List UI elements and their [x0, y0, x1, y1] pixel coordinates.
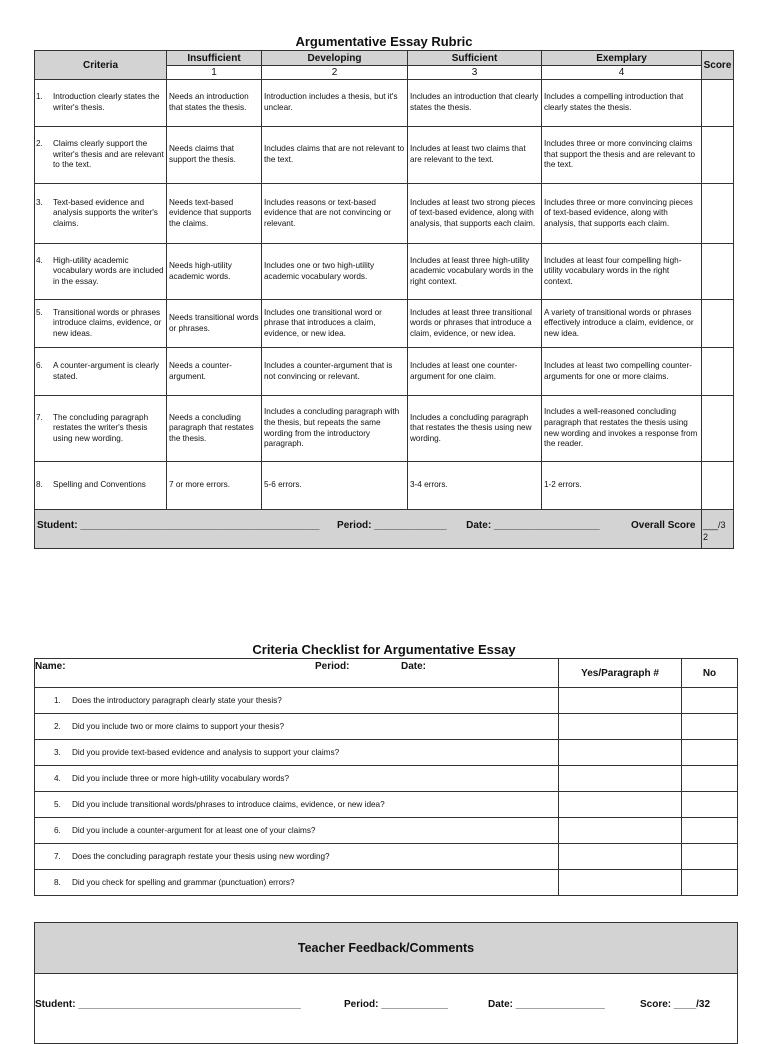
criterion-cell [35, 348, 167, 396]
question-number: 1. [54, 696, 61, 705]
yes-paragraph-cell[interactable] [559, 688, 682, 714]
no-cell[interactable] [682, 766, 738, 792]
checklist-title: Criteria Checklist for Argumentative Essay [252, 642, 516, 657]
question-cell [35, 844, 559, 870]
no-cell[interactable] [682, 844, 738, 870]
score-cell[interactable] [702, 462, 734, 510]
level-1-cell: Needs high-utility academic words. [167, 244, 262, 300]
checklist-row [35, 714, 738, 740]
question-number: 2. [54, 722, 61, 731]
level-number-4: 4 [542, 66, 702, 80]
no-cell[interactable] [682, 818, 738, 844]
level-2-cell: Includes one transitional word or phrase that introduces a claim, evidence, or new idea. [262, 300, 408, 348]
criteria-header: Criteria [35, 51, 167, 80]
rubric-row [35, 300, 734, 348]
question-cell [35, 818, 559, 844]
rubric-footer-fields [35, 510, 702, 549]
level-2-cell: 5-6 errors. [262, 462, 408, 510]
question-text: Did you check for spelling and grammar (punctuation) errors? [72, 878, 295, 887]
no-cell[interactable] [682, 870, 738, 896]
level-4-cell: Includes a compelling introduction that clearly states the thesis. [542, 80, 702, 127]
yes-paragraph-cell[interactable] [559, 714, 682, 740]
question-number: 8. [54, 878, 61, 887]
criterion-cell [35, 184, 167, 244]
criterion-text: A counter-argument is clearly stated. [53, 360, 160, 381]
level-1-cell: Needs text-based evidence that supports the claims. [167, 184, 262, 244]
criterion-cell [35, 300, 167, 348]
no-cell[interactable] [682, 714, 738, 740]
criterion-text: Text-based evidence and analysis supports the writer's claims. [53, 197, 158, 228]
level-1-cell: 7 or more errors. [167, 462, 262, 510]
level-1-cell: Needs an introduction that states the thesis. [167, 80, 262, 127]
score-cell[interactable] [702, 396, 734, 462]
level-number-2: 2 [262, 66, 408, 80]
level-3-cell: Includes a concluding paragraph that restates the thesis using new wording. [408, 396, 542, 462]
question-cell [35, 766, 559, 792]
criterion-cell [35, 80, 167, 127]
date-label[interactable]: Date: [401, 661, 427, 672]
name-label[interactable]: Name: [35, 661, 66, 672]
criterion-cell [35, 244, 167, 300]
level-3-cell: Includes at least two strong pieces of text-based evidence, along with analysis, that supports each claim. [408, 184, 542, 244]
level-3-cell: Includes at least three high-utility academic vocabulary words in the right context. [408, 244, 542, 300]
level-4-cell: Includes at least two compelling counter-arguments for one or more claims. [542, 348, 702, 396]
criterion-cell [35, 462, 167, 510]
no-cell[interactable] [682, 688, 738, 714]
yes-paragraph-cell[interactable] [559, 740, 682, 766]
criterion-number: 4. [36, 255, 43, 265]
question-cell [35, 792, 559, 818]
feedback-score-field[interactable]: Score: ____/32 [640, 999, 711, 1010]
score-header: Score [702, 51, 734, 80]
rubric-row [35, 244, 734, 300]
period-label[interactable]: Period: [315, 661, 350, 672]
feedback-period-field[interactable]: Period: ____________ [344, 999, 448, 1010]
question-text: Did you include a counter-argument for at least one of your claims? [72, 826, 316, 835]
yes-paragraph-cell[interactable] [559, 766, 682, 792]
yes-paragraph-cell[interactable] [559, 870, 682, 896]
yes-paragraph-cell[interactable] [559, 844, 682, 870]
criterion-text: Spelling and Conventions [53, 480, 146, 490]
criterion-cell [35, 396, 167, 462]
checklist-row [35, 740, 738, 766]
level-3-cell: 3-4 errors. [408, 462, 542, 510]
score-cell[interactable] [702, 80, 734, 127]
score-cell[interactable] [702, 127, 734, 184]
level-name-developing: Developing [262, 51, 408, 66]
checklist-row [35, 844, 738, 870]
checklist-table [34, 658, 738, 896]
level-3-cell: Includes at least two claims that are relevant to the text. [408, 127, 542, 184]
level-number-3: 3 [408, 66, 542, 80]
level-number-1: 1 [167, 66, 262, 80]
question-text: Did you include two or more claims to support your thesis? [72, 722, 285, 731]
criterion-number: 1. [36, 92, 43, 102]
student-field[interactable]: Student: ___________________________________________ [37, 520, 320, 531]
score-cell[interactable] [702, 300, 734, 348]
rubric-table [34, 50, 734, 549]
question-text: Does the introductory paragraph clearly state your thesis? [72, 696, 282, 705]
no-cell[interactable] [682, 740, 738, 766]
yes-paragraph-cell[interactable] [559, 818, 682, 844]
rubric-row [35, 396, 734, 462]
rubric-row [35, 127, 734, 184]
question-number: 5. [54, 800, 61, 809]
yes-paragraph-cell[interactable] [559, 792, 682, 818]
question-text: Does the concluding paragraph restate your thesis using new wording? [72, 852, 330, 861]
question-cell [35, 688, 559, 714]
feedback-title: Teacher Feedback/Comments [35, 923, 737, 974]
level-2-cell: Includes reasons or text-based evidence that are not convincing or relevant. [262, 184, 408, 244]
score-cell[interactable] [702, 348, 734, 396]
level-4-cell: 1-2 errors. [542, 462, 702, 510]
criterion-number: 2. [36, 139, 43, 149]
level-name-exemplary: Exemplary [542, 51, 702, 66]
rubric-title: Argumentative Essay Rubric [295, 34, 473, 49]
criterion-number: 5. [36, 307, 43, 317]
rubric-row [35, 184, 734, 244]
rubric-row [35, 348, 734, 396]
checklist-header-row [35, 659, 738, 688]
criterion-text: Introduction clearly states the writer's thesis. [53, 92, 160, 112]
question-cell [35, 714, 559, 740]
criterion-text: Transitional words or phrases introduce claims, evidence, or new ideas. [53, 307, 162, 338]
no-cell[interactable] [682, 792, 738, 818]
feedback-student-field[interactable]: Student: ________________________________________ [35, 999, 301, 1010]
question-cell [35, 740, 559, 766]
level-3-cell: Includes at least one counter-argument for one claim. [408, 348, 542, 396]
level-3-cell: Includes an introduction that clearly states the thesis. [408, 80, 542, 127]
checklist-row [35, 870, 738, 896]
question-number: 7. [54, 852, 61, 861]
rubric-row [35, 462, 734, 510]
question-text: Did you provide text-based evidence and analysis to support your claims? [72, 748, 340, 757]
period-field[interactable]: Period: _____________ [337, 520, 447, 531]
rubric-row [35, 80, 734, 127]
teacher-feedback-box [34, 922, 738, 1044]
no-header: No [682, 659, 738, 688]
checklist-row [35, 818, 738, 844]
overall-score-cell[interactable] [702, 510, 734, 549]
criterion-text: Claims clearly support the writer's thesis and are relevant to the text. [53, 139, 164, 170]
question-number: 3. [54, 748, 61, 757]
level-1-cell: Needs a concluding paragraph that restates the thesis. [167, 396, 262, 462]
rubric-footer [35, 510, 734, 549]
overall-score-blank[interactable]: ___/3 [703, 520, 726, 530]
checklist-row [35, 766, 738, 792]
level-2-cell: Includes claims that are not relevant to the text. [262, 127, 408, 184]
level-4-cell: A variety of transitional words or phrases effectively introduce a claim, evidence, or new idea. [542, 300, 702, 348]
criterion-cell [35, 127, 167, 184]
criterion-number: 7. [36, 412, 43, 422]
level-4-cell: Includes a well-reasoned concluding paragraph that restates the thesis using new wording and invokes a response from the reader. [542, 396, 702, 462]
checklist-row [35, 688, 738, 714]
level-4-cell: Includes three or more convincing pieces of text-based evidence, along with analysis, that supports each claim. [542, 184, 702, 244]
question-text: Did you include transitional words/phrases to introduce claims, evidence, or new idea? [72, 800, 385, 809]
level-2-cell: Includes one or two high-utility academic vocabulary words. [262, 244, 408, 300]
level-2-cell: Introduction includes a thesis, but it's unclear. [262, 80, 408, 127]
level-4-cell: Includes three or more convincing claims that support the thesis and are relevant to the text. [542, 127, 702, 184]
date-field[interactable]: Date: ___________________ [466, 520, 600, 531]
criterion-number: 8. [36, 480, 43, 490]
criterion-number: 3. [36, 197, 43, 207]
level-4-cell: Includes at least four compelling high-utility vocabulary words in the right context. [542, 244, 702, 300]
level-2-cell: Includes a counter-argument that is not convincing or relevant. [262, 348, 408, 396]
score-cell[interactable] [702, 184, 734, 244]
question-text: Did you include three or more high-utility vocabulary words? [72, 774, 290, 783]
level-name-insufficient: Insufficient [167, 51, 262, 66]
question-number: 6. [54, 826, 61, 835]
checklist-heading-fields [35, 659, 559, 688]
level-1-cell: Needs claims that support the thesis. [167, 127, 262, 184]
question-number: 4. [54, 774, 61, 783]
level-name-sufficient: Sufficient [408, 51, 542, 66]
level-1-cell: Needs transitional words or phrases. [167, 300, 262, 348]
overall-score-wrap: 2 [703, 532, 709, 542]
level-2-cell: Includes a concluding paragraph with the thesis, but repeats the same wording from the introductory paragraph. [262, 396, 408, 462]
level-1-cell: Needs a counter-argument. [167, 348, 262, 396]
question-cell [35, 870, 559, 896]
criterion-text: High-utility academic vocabulary words are included in the essay. [53, 255, 164, 286]
checklist-row [35, 792, 738, 818]
criterion-text: The concluding paragraph restates the writer's thesis using new wording. [53, 412, 149, 443]
feedback-date-field[interactable]: Date: ________________ [488, 999, 605, 1010]
overall-score-label: Overall Score [631, 520, 696, 531]
criterion-number: 6. [36, 360, 43, 370]
yes-paragraph-header: Yes/Paragraph # [559, 659, 682, 688]
score-cell[interactable] [702, 244, 734, 300]
level-3-cell: Includes at least three transitional words or phrases that introduce a claim, evidence, or new idea. [408, 300, 542, 348]
